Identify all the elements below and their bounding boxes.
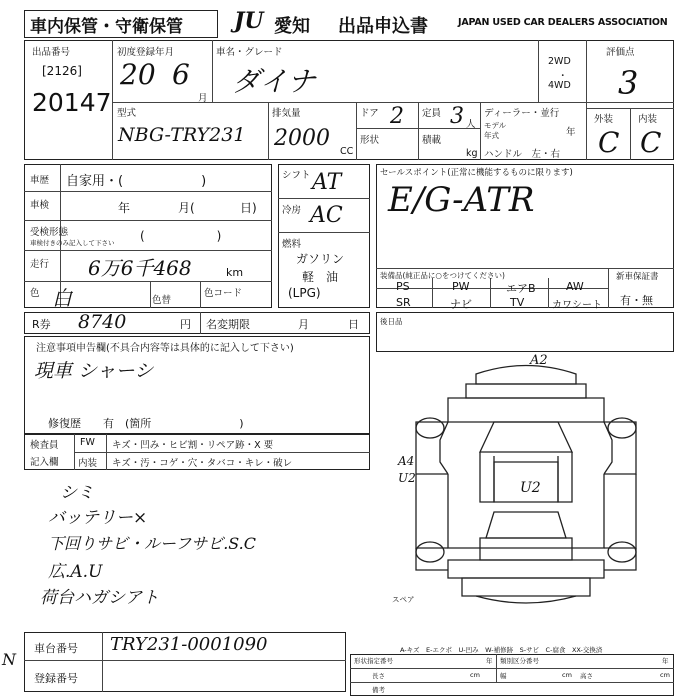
post-items-label: 後日品 — [380, 317, 403, 326]
equip-aw: AW — [566, 280, 584, 293]
capacity-value: 3 — [450, 104, 464, 129]
dealer-year-label: 年式 — [484, 131, 499, 140]
drive-2wd: 2WD — [548, 56, 571, 67]
color-change-label: 色替 — [152, 295, 172, 306]
org-name: 愛知 — [274, 16, 310, 37]
inspection-label: 車検 — [30, 200, 50, 211]
dealer-model-unit: 年 — [566, 127, 576, 138]
hand-note-1: シミ — [60, 483, 94, 503]
chassis-label: 車台番号 — [34, 642, 78, 655]
inspector-row1: キズ・凹み・ヒビ割・リペア跡・X 要 — [112, 440, 274, 451]
score-label: 評価点 — [606, 47, 635, 58]
equip-airbag: エアB — [506, 282, 536, 295]
inspection-month: 月( — [178, 201, 195, 215]
interior-label: 内装 — [638, 114, 658, 125]
first-reg-month: 6 — [172, 58, 190, 91]
hand-note-2: バッテリー× — [48, 508, 148, 528]
shift-value: AT — [312, 170, 342, 195]
fuel-label: 燃料 — [282, 239, 302, 250]
equipment-label: 装備品(純正品に○をつけてください) — [380, 271, 505, 280]
accept-paren: ( ) — [140, 229, 222, 243]
doors-value: 2 — [390, 104, 404, 129]
damage-mark-u2-roof: U2 — [520, 480, 541, 496]
first-reg-month-unit: 月 — [198, 93, 208, 104]
form-row1-unit: 年 — [486, 657, 493, 665]
first-reg-year: 20 — [120, 58, 156, 91]
ju-logo: JU — [234, 8, 264, 34]
handle-label: ハンドル 左・右 — [484, 149, 561, 160]
capacity-unit: 人 — [466, 119, 476, 130]
equip-navi: ナビ — [450, 298, 472, 311]
first-reg-label: 初度登録年月 — [117, 47, 175, 58]
displacement-value: 2000 — [274, 126, 330, 151]
capacity-label: 定員 — [422, 108, 442, 119]
history-value: 自家用・( ) — [66, 174, 207, 189]
damage-mark-u2-side: U2 — [398, 471, 416, 485]
equip-tv: TV — [510, 296, 525, 309]
doors-label: ドア — [360, 108, 379, 119]
lot-number: 20147 — [32, 88, 112, 117]
accept-note: 車検付きのみ記入して下さい — [30, 239, 115, 247]
spare-label: スペア — [392, 595, 415, 604]
post-items-block — [376, 312, 674, 352]
hand-note-3: 下回りサビ・ルーフサビ.S.C — [48, 534, 257, 553]
form-height-cm: cm — [660, 671, 670, 679]
reg-no-label: 登録番号 — [34, 672, 78, 685]
inspector-label-1: 検査員 — [30, 440, 59, 451]
form-width: 幅 — [500, 672, 507, 680]
equip-leather: カワシート — [552, 300, 602, 311]
inspector-label-2: 記入欄 — [30, 457, 59, 468]
doc-title: 出品申込書 — [338, 16, 428, 37]
recycle-unit: 円 — [180, 318, 191, 331]
equip-sr: SR — [396, 296, 411, 309]
damage-mark-a4: A4 — [398, 454, 415, 468]
storage-label: 車内保管・守衛保管 — [30, 17, 183, 37]
form-bikou: 備考 — [372, 686, 385, 694]
cooling-label: 冷房 — [282, 205, 302, 216]
fuel-diesel: 軽 油 — [302, 270, 339, 284]
shape-label: 形状 — [360, 135, 380, 146]
inspection-day: 日) — [240, 201, 257, 215]
repair-history: 修復歴 有 (箇所 ) — [48, 417, 244, 430]
warranty-value: 有・無 — [620, 294, 653, 307]
equip-pw: PW — [452, 280, 470, 293]
color-code-label: 色コード — [204, 288, 243, 299]
doc-subtitle: JAPAN USED CAR DEALERS ASSOCIATION — [458, 17, 668, 28]
notes-text: 現車 シャーシ — [34, 360, 154, 382]
model-label: 型式 — [117, 108, 137, 119]
inspector-row1-tag: FW — [80, 437, 95, 448]
left-margin-mark: N — [2, 650, 16, 669]
mileage-label: 走行 — [30, 259, 50, 270]
form-length: 長さ — [372, 672, 385, 680]
exterior-value: C — [598, 126, 620, 159]
fuel-lpg: (LPG) — [288, 286, 321, 300]
car-name-label: 車名・グレード — [216, 47, 283, 58]
name-change-label: 名変期限 — [206, 318, 250, 331]
drive-dot: ・ — [558, 71, 568, 82]
damage-mark-a2: A2 — [530, 353, 548, 368]
hand-note-5: 荷台ハガシアト — [40, 588, 159, 608]
form-row2-label: 類別区分番号 — [500, 657, 539, 665]
load-unit: kg — [466, 148, 478, 159]
mileage-value: 6万6千468 — [88, 256, 192, 280]
displacement-label: 排気量 — [272, 108, 301, 119]
shift-label: シフト — [282, 170, 311, 181]
form-length-cm: cm — [470, 671, 480, 679]
equip-ps: PS — [396, 280, 410, 293]
form-height: 高さ — [580, 672, 593, 680]
score-value: 3 — [618, 64, 639, 102]
lot-bracket: [2126] — [42, 64, 82, 78]
form-row1-label: 形状指定番号 — [354, 657, 393, 665]
selling-point-value: E/G-ATR — [388, 180, 535, 220]
damage-legend: A-キズ E-エクボ U-凹み W-補修跡 S-サビ C-腐食 XX-交換済 — [400, 646, 603, 654]
inspector-row2-tag: 内装 — [78, 458, 98, 469]
lot-label: 出品番号 — [32, 47, 71, 58]
name-change-month: 月 — [298, 318, 309, 331]
chassis-value: TRY231-0001090 — [110, 634, 268, 655]
recycle-block — [24, 312, 370, 334]
car-diagram — [376, 352, 674, 642]
mileage-unit: km — [226, 266, 244, 279]
car-name-value: ダイナ — [232, 65, 316, 98]
exterior-label: 外装 — [594, 114, 614, 125]
inspection-year: 年 — [118, 201, 131, 215]
load-label: 積載 — [422, 135, 442, 146]
model-value: NBG-TRY231 — [118, 124, 246, 146]
notes-label: 注意事項申告欄(不具合内容等は具体的に記入して下さい) — [36, 343, 294, 354]
cooling-value: AC — [310, 203, 343, 228]
form-width-cm: cm — [562, 671, 572, 679]
dealer-model-label: モデル — [484, 121, 507, 130]
form-row2-unit: 年 — [662, 657, 669, 665]
recycle-label: R券 — [32, 318, 51, 331]
history-label: 車歴 — [30, 175, 50, 186]
selling-point-label: セールスポイント(正常に機能するものに限ります) — [380, 168, 573, 178]
inspector-row2: キズ・汚・コゲ・穴・タバコ・キレ・破レ — [112, 458, 293, 469]
hand-note-4: 広.A.U — [48, 562, 103, 582]
color-value: 白 — [52, 286, 72, 310]
accept-label: 受検形態 — [30, 227, 69, 238]
dealer-label: ディーラー・並行 — [484, 108, 560, 119]
warranty-label: 新車保証書 — [616, 272, 659, 282]
fuel-gasoline: ガソリン — [296, 252, 345, 266]
name-change-day: 日 — [348, 318, 359, 331]
recycle-value: 8740 — [78, 311, 127, 333]
color-label: 色 — [30, 288, 40, 299]
drive-4wd: 4WD — [548, 80, 571, 91]
displacement-unit: CC — [340, 146, 354, 157]
interior-value: C — [640, 126, 662, 159]
